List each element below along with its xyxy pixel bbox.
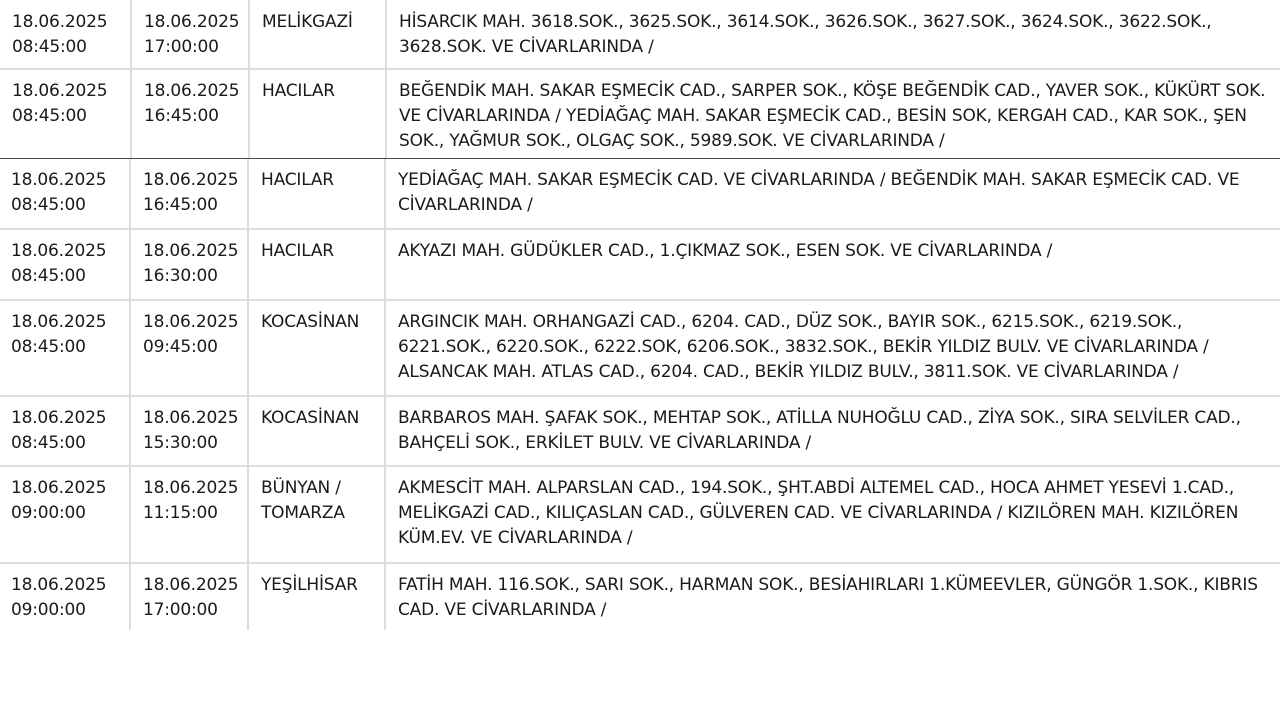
table-row (0, 0, 1280, 70)
table-row (0, 230, 1280, 301)
streets-cell: AKMESCİT MAH. ALPARSLAN CAD., 194.SOK., ŞHT.ABDİ ALTEMEL CAD., HOCA AHMET YESEVİ 1.CAD., MELİKGAZİ CAD., KILIÇASLAN CAD., GÜLVEREN CAD. VE CİVARLARINDA / KIZILÖREN MAH. KIZILÖREN KÜM.EV. VE CİVARLARINDA / (384, 467, 1279, 562)
start-time-cell: 18.06.2025 09:00:00 (11, 575, 107, 620)
start-time-cell: 18.06.2025 09:00:00 (11, 478, 107, 523)
district-cell: YEŞİLHİSAR (247, 564, 384, 630)
start-time-cell: 18.06.2025 08:45:00 (12, 81, 108, 126)
table-row (0, 467, 1280, 564)
streets-cell: HİSARCIK MAH. 3618.SOK., 3625.SOK., 3614.SOK., 3626.SOK., 3627.SOK., 3624.SOK., 3622.SOK., 3628.SOK. VE CİVARLARINDA / (385, 0, 1280, 68)
end-time-cell: 18.06.2025 16:45:00 (130, 70, 248, 158)
streets-cell: YEDİAĞAÇ MAH. SAKAR EŞMECİK CAD. VE CİVARLARINDA / BEĞENDİK MAH. SAKAR EŞMECİK CAD. VE CİVARLARINDA / (384, 159, 1279, 228)
district-cell: BÜNYAN / TOMARZA (247, 467, 384, 562)
district-cell: KOCASİNAN (247, 301, 384, 395)
start-time-cell: 18.06.2025 08:45:00 (11, 408, 107, 453)
table-row (0, 301, 1280, 397)
end-time-cell: 18.06.2025 09:45:00 (129, 301, 247, 395)
start-time-cell: 18.06.2025 08:45:00 (11, 170, 107, 215)
start-time-cell: 18.06.2025 08:45:00 (11, 241, 107, 286)
end-time-cell: 18.06.2025 15:30:00 (129, 397, 247, 465)
end-time-cell: 18.06.2025 17:00:00 (130, 0, 248, 68)
start-time-cell: 18.06.2025 08:45:00 (12, 12, 108, 57)
end-time-cell: 18.06.2025 11:15:00 (129, 467, 247, 562)
end-time-cell: 18.06.2025 17:00:00 (129, 564, 247, 630)
start-time-cell: 18.06.2025 08:45:00 (11, 312, 107, 357)
table-row (0, 159, 1280, 230)
streets-cell: FATİH MAH. 116.SOK., SARI SOK., HARMAN SOK., BESİAHIRLARI 1.KÜMEEVLER, GÜNGÖR 1.SOK., KIBRIS CAD. VE CİVARLARINDA / (384, 564, 1279, 630)
district-cell: KOCASİNAN (247, 397, 384, 465)
streets-cell: BEĞENDİK MAH. SAKAR EŞMECİK CAD., SARPER SOK., KÖŞE BEĞENDİK CAD., YAVER SOK., KÜKÜRT SOK. VE CİVARLARINDA / YEDİAĞAÇ MAH. SAKAR EŞMECİK CAD., BESİN SOK, KERGAH CAD., KAR SOK., ŞEN SOK., YAĞMUR SOK., OLGAÇ SOK., 5989.SOK. VE CİVARLARINDA / (385, 70, 1280, 158)
streets-cell: ARGINCIK MAH. ORHANGAZİ CAD., 6204. CAD., DÜZ SOK., BAYIR SOK., 6215.SOK., 6219.SOK., 6221.SOK., 6220.SOK., 6222.SOK, 6206.SOK., 3832.SOK., BEKİR YILDIZ BULV. VE CİVARLARINDA / ALSANCAK MAH. ATLAS CAD., 6204. CAD., BEKİR YILDIZ BULV., 3811.SOK. VE CİVARLARINDA / (384, 301, 1279, 395)
table-row (0, 70, 1280, 159)
district-cell: HACILAR (247, 230, 384, 299)
district-cell: MELİKGAZİ (248, 0, 385, 68)
streets-cell: AKYAZI MAH. GÜDÜKLER CAD., 1.ÇIKMAZ SOK., ESEN SOK. VE CİVARLARINDA / (384, 230, 1279, 299)
district-cell: HACILAR (248, 70, 385, 158)
district-cell: HACILAR (247, 159, 384, 228)
streets-cell: BARBAROS MAH. ŞAFAK SOK., MEHTAP SOK., ATİLLA NUHOĞLU CAD., ZİYA SOK., SIRA SELVİLER CAD., BAHÇELİ SOK., ERKİLET BULV. VE CİVARLARINDA / (384, 397, 1279, 465)
end-time-cell: 18.06.2025 16:30:00 (129, 230, 247, 299)
table-row (0, 397, 1280, 467)
table-row (0, 564, 1280, 630)
end-time-cell: 18.06.2025 16:45:00 (129, 159, 247, 228)
